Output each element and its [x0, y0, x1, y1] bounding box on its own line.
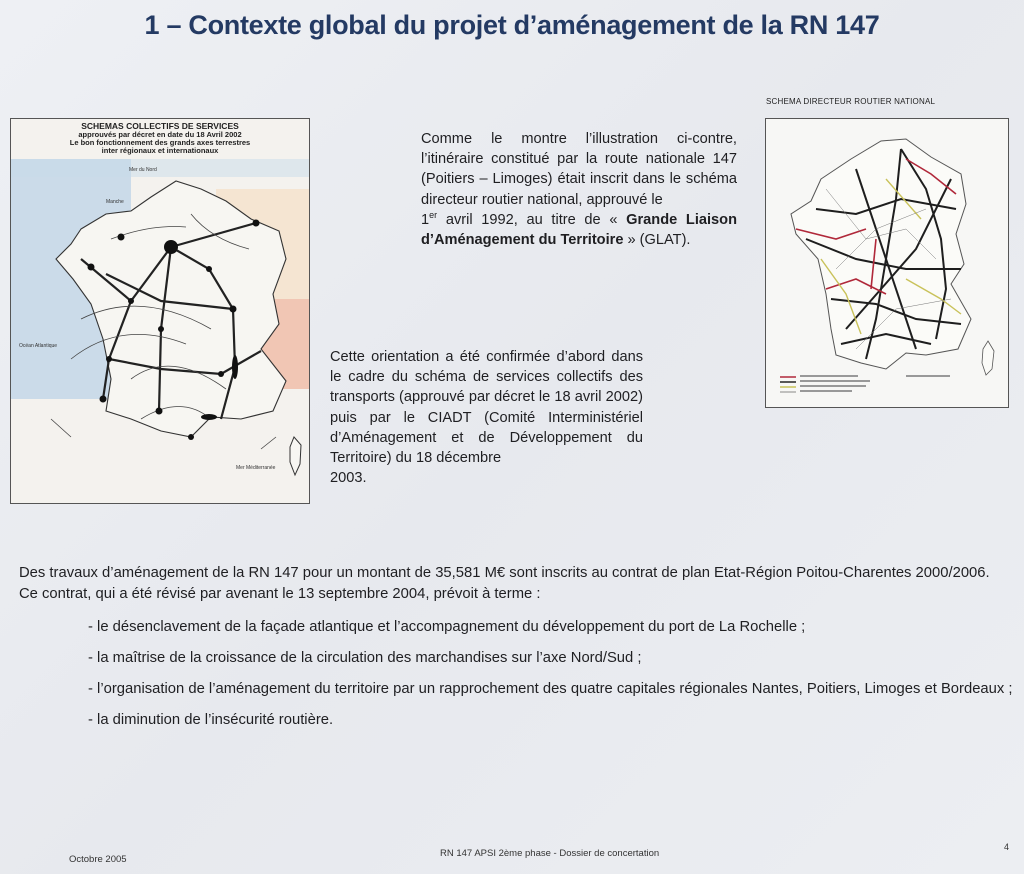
left-map-heading-3: Le bon fonctionnement des grands axes terrestres	[69, 138, 251, 147]
intro-text-part1: Comme le montre l’illustration ci-contre, l’itinéraire constitué par la route nationale 147 (Poitiers – Limoges) était inscrit dans le schéma directeur routier national, approuvé le	[421, 131, 737, 208]
list-item: - la maîtrise de la croissance de la circulation des marchandises sur l’axe Nord/Sud ;	[88, 650, 642, 666]
list-item: - le désenclavement de la façade atlantique et l’accompagnement du développement du port de La Rochelle ;	[88, 619, 806, 635]
label-manche: Manche	[106, 199, 124, 205]
label-mer-du-nord: Mer du Nord	[129, 167, 157, 173]
list-item: - la diminution de l’insécurité routière.	[88, 712, 334, 728]
left-map-heading-2: approuvés par décret en date du 18 Avril 2002	[78, 130, 242, 139]
objectives-list	[88, 617, 1018, 741]
intro-text-after-glat: » (GLAT).	[623, 232, 691, 249]
services-collectifs-map	[10, 118, 310, 504]
intro-text-part2	[421, 210, 737, 250]
orientation-text: Cette orientation a été confirmée d’abord dans le cadre du schéma de services collectifs des transports (approuvé par décret le 18 avril 2002) puis par le CIADT (Comité Interministériel d’Aménagement et de Développement du Territoire) du 18 décembre	[330, 349, 643, 467]
left-map-heading-4: inter régionaux et internationaux	[101, 146, 219, 155]
orientation-paragraph	[330, 347, 643, 488]
page-title: 1 – Contexte global du projet d’aménagement de la RN 147	[144, 10, 880, 40]
contract-line-1: Des travaux d’aménagement de la RN 147 pour un montant de 35,581 M€ sont inscrits au contrat de plan Etat-Région Poitou-Charentes 2000/2006.	[19, 565, 990, 581]
label-ocean-atlantique: Océan Atlantique	[19, 343, 58, 349]
footer-document-title: RN 147 APSI 2ème phase - Dossier de concertation	[440, 848, 660, 859]
ordinal-suffix: er	[429, 209, 438, 220]
contract-paragraph	[19, 563, 1009, 605]
intro-paragraph	[421, 129, 737, 250]
list-item: - l’organisation de l’aménagement du territoire par un rapprochement des quatre capitales régionales Nantes, Poitiers, Limoges et Bordeaux ;	[88, 681, 1013, 697]
page-number: 4	[1004, 842, 1010, 852]
glat-bold-term: Grande Liaison d’Aménagement du Territoire	[421, 211, 738, 249]
right-map-title: SCHEMA DIRECTEUR ROUTIER NATIONAL	[766, 97, 936, 106]
intro-text-before-glat: avril 1992, au titre de «	[437, 211, 627, 228]
label-mer-mediterranee: Mer Méditerranée	[236, 465, 276, 471]
france-flows-map-graphic	[11, 119, 309, 503]
left-map-heading-1: SCHEMAS COLLECTIFS DE SERVICES	[81, 121, 239, 131]
contract-line-2: Ce contrat, qui a été révisé par avenant le 13 septembre 2004, prévoit à terme :	[19, 586, 541, 602]
road-network-map-graphic	[766, 119, 1008, 407]
footer-date: Octobre 2005	[69, 854, 127, 865]
schema-routier-map	[765, 118, 1009, 408]
date-day: 1	[421, 211, 430, 228]
orientation-text-end: 2003.	[330, 470, 367, 487]
